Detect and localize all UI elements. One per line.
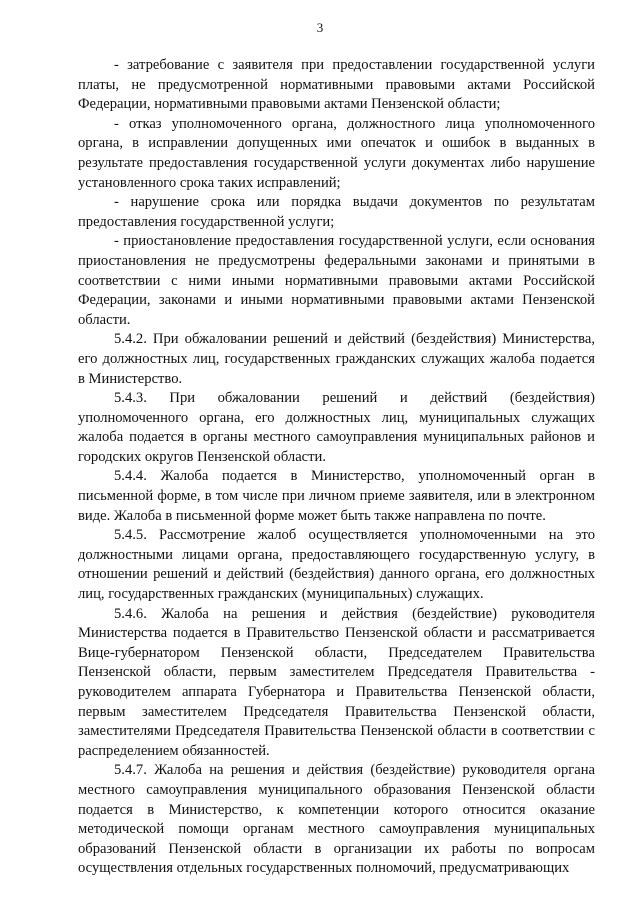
page-number: 3: [316, 20, 324, 35]
paragraph-refusal-corrections: - отказ уполномоченного органа, должностного лица уполномоченного органа, в исправлении допущенных ими опечаток и ошибок в выданных в результате предоставления государственной услуги документах либо нарушение установленного срока таких исправлений;: [78, 115, 595, 191]
paragraph-requirement-fee: - затребование с заявителя при предоставлении государственной услуги платы, не предусмотренной нормативными правовыми актами Российской Федерации, нормативными правовыми актами Пензенской области;: [78, 57, 595, 113]
document-body: [78, 56, 595, 879]
paragraph-5-4-2: 5.4.2. При обжаловании решений и действий (бездействия) Министерства, его должностных лиц, государственных гражданских служащих жалоба подается в Министерство.: [78, 331, 595, 387]
paragraph-delivery-violation: - нарушение срока или порядка выдачи документов по результатам предоставления государственной услуги;: [78, 194, 595, 230]
paragraph-5-4-5: 5.4.5. Рассмотрение жалоб осуществляется уполномоченными на это должностными лицами органа, предоставляющего государственную услугу, в отношении решений и действий (бездействия) данного органа, его должностных лиц, государственных гражданских (муниципальных) служащих.: [78, 527, 595, 603]
paragraph-5-4-7: 5.4.7. Жалоба на решения и действия (бездействие) руководителя органа местного самоуправления муниципального образования Пензенской области подается в Министерство, к компетенции которого относится оказание методической помощи органам местного самоуправления муниципальных образований Пензенской области в организации их работы по вопросам осуществления отдельных государственных полномочий, предусматривающих: [78, 762, 595, 877]
paragraph-5-4-3: 5.4.3. При обжаловании решений и действий (бездействия) уполномоченного органа, его должностных лиц, муниципальных служащих жалоба подается в органы местного самоуправления муниципальных районов и городских округов Пензенской области.: [78, 390, 595, 465]
paragraph-5-4-6: 5.4.6. Жалоба на решения и действия (бездействие) руководителя Министерства подается в Правительство Пензенской области и рассматривается Вице-губернатором Пензенской области, Председателем Правительства Пензенской области, первым заместителем Председателя Правительства - руководителем аппарата Губернатора и Правительства Пензенской области, первым заместителем Председателя Правительства Пензенской области, заместителями Председателя Правительства Пензенской области в соответствии с распределением обязанностей.: [78, 605, 595, 759]
paragraph-suspension: - приостановление предоставления государственной услуги, если основания приостановления не предусмотрены федеральными законами и принятыми в соответствии с ними иными нормативными правовыми актами Российской Федерации, законами и иными нормативными правовыми актами Пензенской области.: [78, 233, 595, 328]
paragraph-5-4-4: 5.4.4. Жалоба подается в Министерство, уполномоченный орган в письменной форме, в том числе при личном приеме заявителя, или в электронном виде. Жалоба в письменной форме может быть также направлена по почте.: [78, 468, 595, 524]
